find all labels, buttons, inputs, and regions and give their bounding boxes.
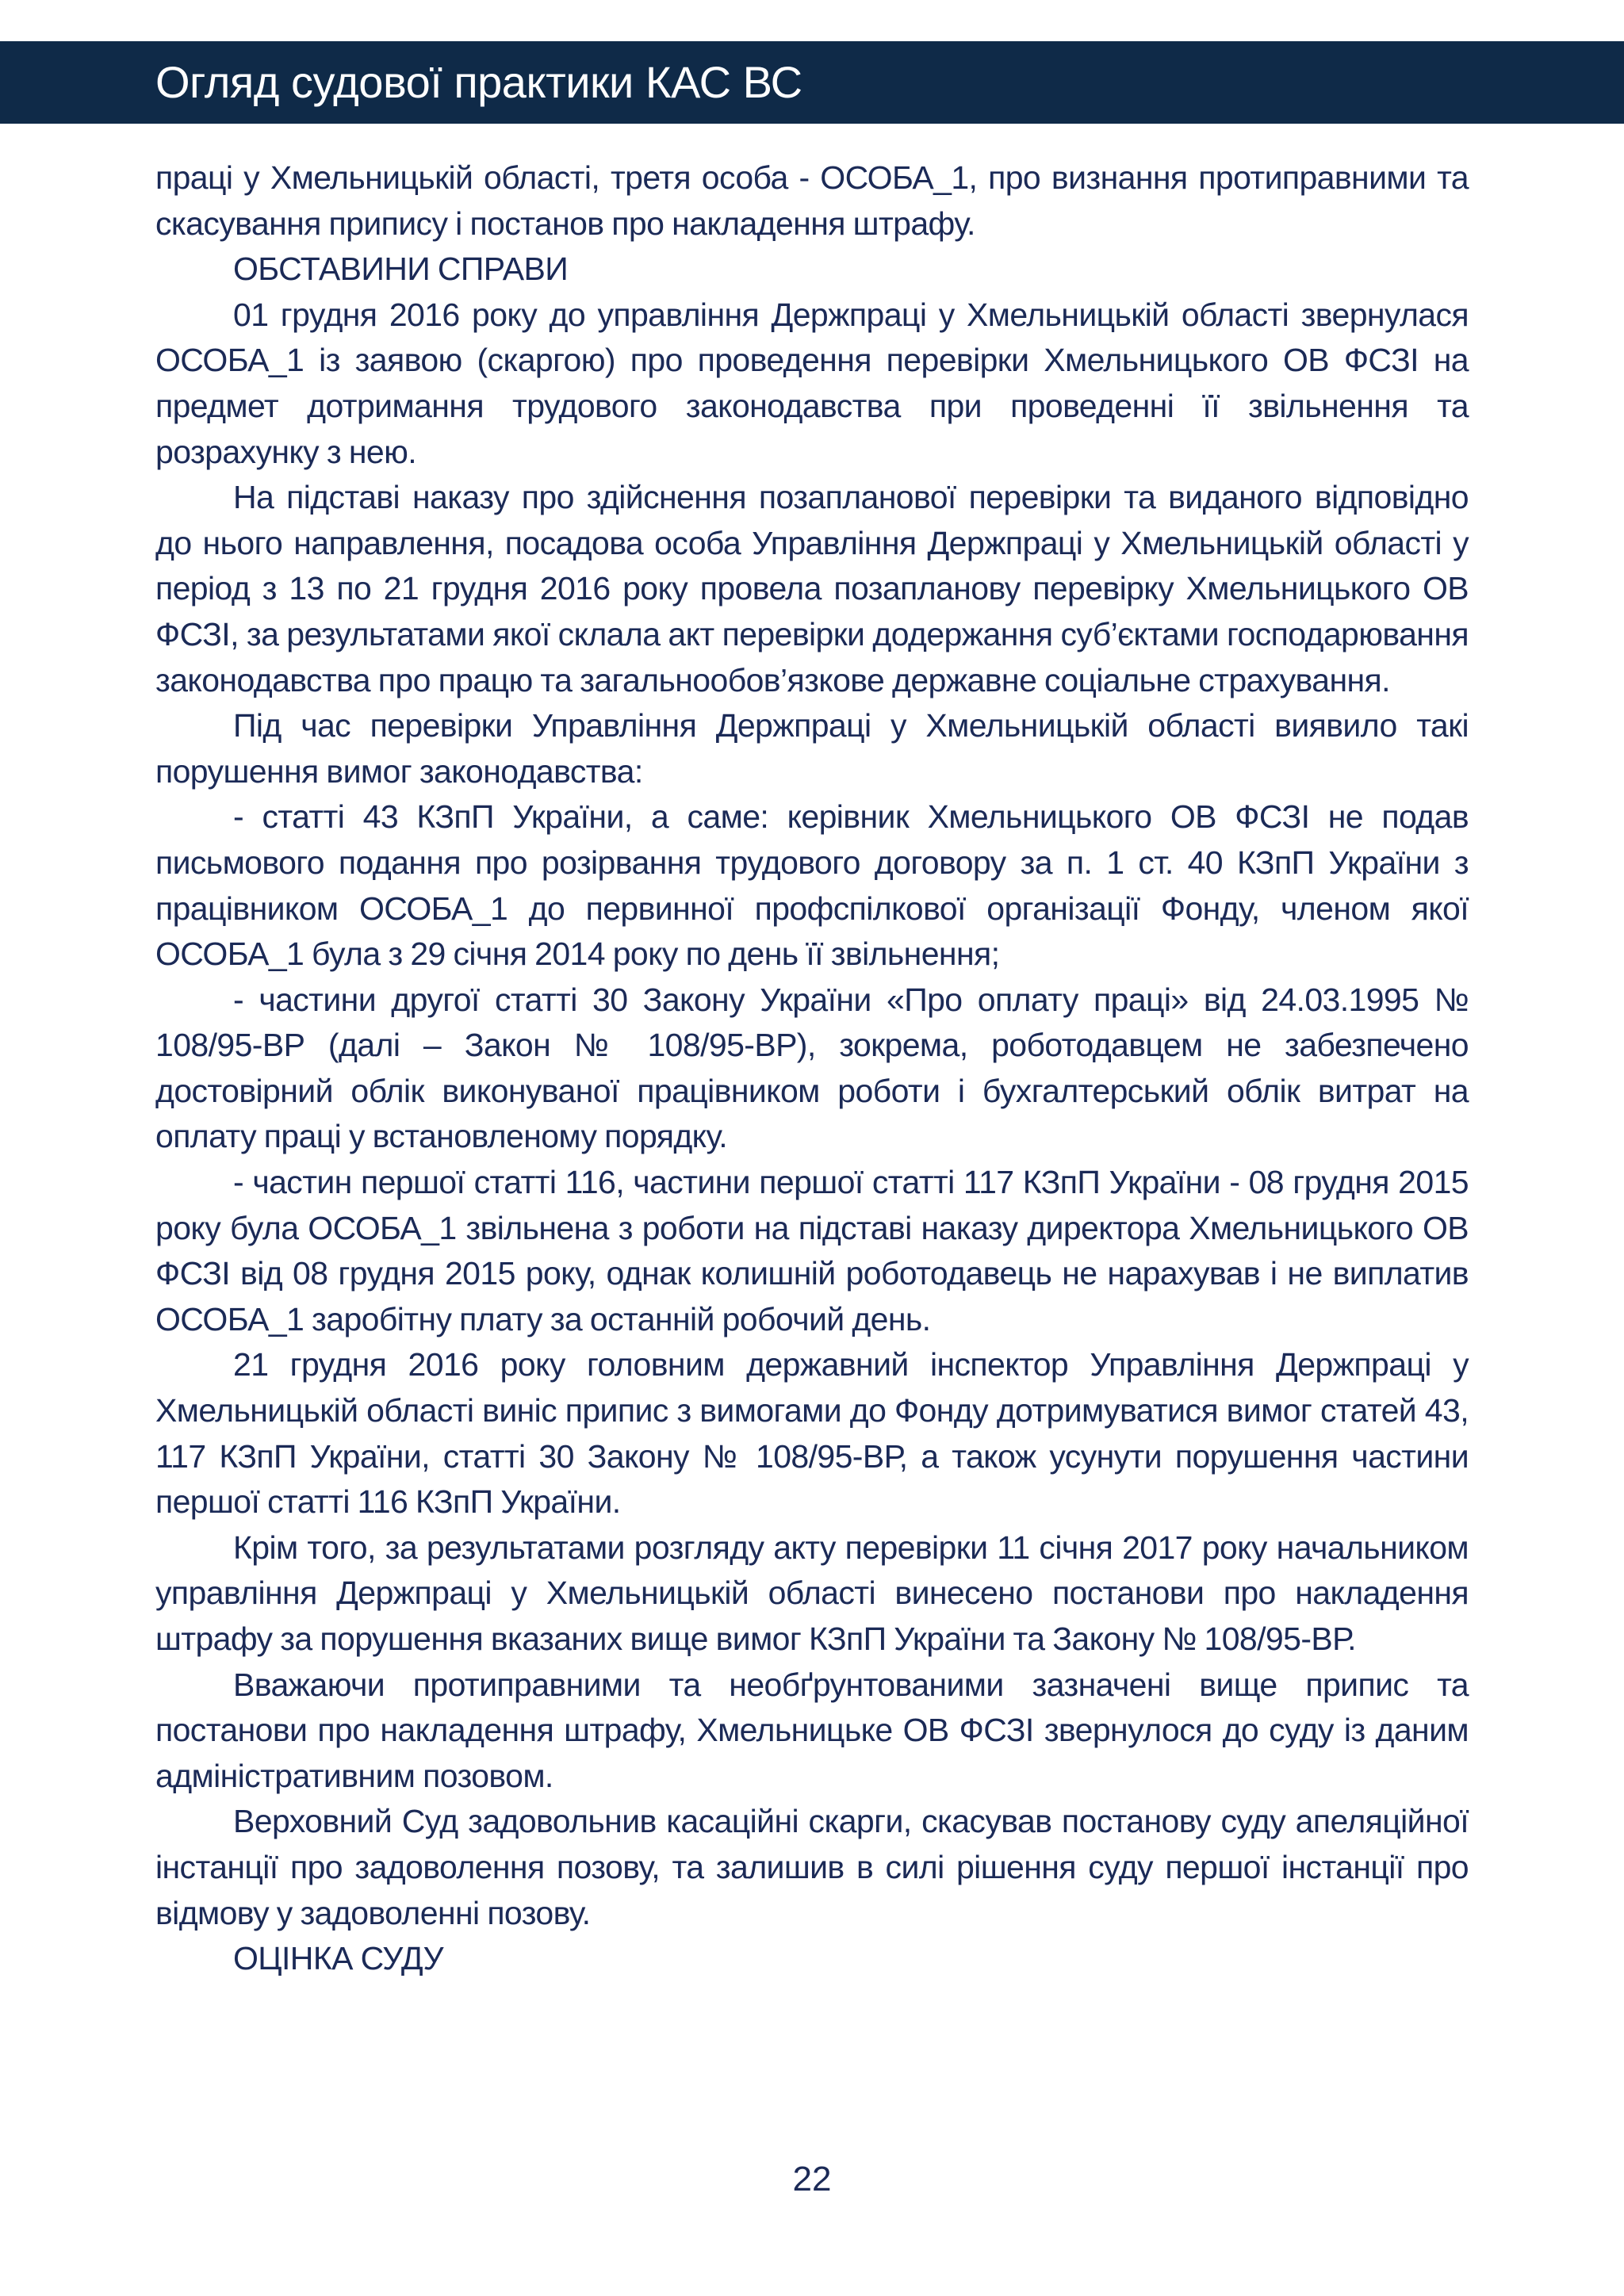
paragraph: 01 грудня 2016 року до управління Держпраці у Хмельницькій області звернулася ОСОБА_1 із заявою (скаргою) про проведення перевірки Хмельницького ОВ ФСЗІ на предмет дотримання трудового законодавства при проведенні її звільнення та розрахунку з нею. <box>155 296 1469 470</box>
document-body <box>155 155 1469 1982</box>
section-heading-court-assessment: ОЦІНКА СУДУ <box>233 1940 443 1977</box>
paragraph: Верховний Суд задовольнив касаційні скарги, скасував постанову суду апеляційної інстанції про задоволення позову, та залишив в силі рішення суду першої інстанції про відмову у задоволенні позову. <box>155 1803 1469 1931</box>
document-title: Огляд судової практики КАС ВС <box>155 57 802 107</box>
header-band <box>0 41 1624 124</box>
list-item-violation: - частини другої статті 30 Закону України «Про оплату праці» від 24.03.1995 № 108/95-ВР (далі – Закон № 108/95-ВР), зокрема, роботодавцем не забезпечено достовірний облік виконуваної працівником роботи і бухгалтерський облік витрат на оплату праці у встановленому порядку. <box>155 981 1469 1155</box>
section-heading-circumstances: ОБСТАВИНИ СПРАВИ <box>233 251 569 288</box>
paragraph: Вважаючи протиправними та необґрунтованими зазначені вище припис та постанови про накладення штрафу, Хмельницьке ОВ ФСЗІ звернулося до суду із даним адміністративним позовом. <box>155 1666 1469 1794</box>
paragraph: 21 грудня 2016 року головним державний інспектор Управління Держпраці у Хмельницькій області виніс припис з вимогами до Фонду дотримуватися вимог статей 43, 117 КЗпП України, статті 30 Закону № 108/95-ВР, а також усунути порушення частини першої статті 116 КЗпП України. <box>155 1346 1469 1521</box>
list-item-violation: - частин першої статті 116, частини першої статті 117 КЗпП України - 08 грудня 2015 року була ОСОБА_1 звільнена з роботи на підставі наказу директора Хмельницького ОВ ФСЗІ від 08 грудня 2015 року, однак колишній роботодавець не нарахував і не виплатив ОСОБА_1 заробітну плату за останній робочий день. <box>155 1164 1469 1337</box>
list-item-violation: - статті 43 КЗпП України, а саме: керівник Хмельницького ОВ ФСЗІ не подав письмового подання про розірвання трудового договору за п. 1 ст. 40 КЗпП України з працівником ОСОБА_1 до первинної профспілкової організації Фонду, членом якої ОСОБА_1 була з 29 січня 2014 року по день її звільнення; <box>155 798 1469 973</box>
paragraph: На підставі наказу про здійснення позапланової перевірки та виданого відповідно до нього направлення, посадова особа Управління Держпраці у Хмельницькій області у період з 13 по 21 грудня 2016 року провела позапланову перевірку Хмельницького ОВ ФСЗІ, за результатами якої склала акт перевірки додержання суб’єктами господарювання законодавства про працю та загальнообов’язкове державне соціальне страхування. <box>155 479 1469 698</box>
page-number: 22 <box>792 2160 832 2198</box>
paragraph: Під час перевірки Управління Держпраці у Хмельницькій області виявило такі порушення вимог законодавства: <box>155 707 1469 790</box>
paragraph-continuation: праці у Хмельницькій області, третя особа - ОСОБА_1, про визнання протиправними та скасування припису і постанов про накладення штрафу. <box>155 159 1469 242</box>
paragraph: Крім того, за результатами розгляду акту перевірки 11 січня 2017 року начальником управління Держпраці у Хмельницькій області винесено постанови про накладення штрафу за порушення вказаних вище вимог КЗпП України та Закону № 108/95-ВР. <box>155 1529 1469 1657</box>
